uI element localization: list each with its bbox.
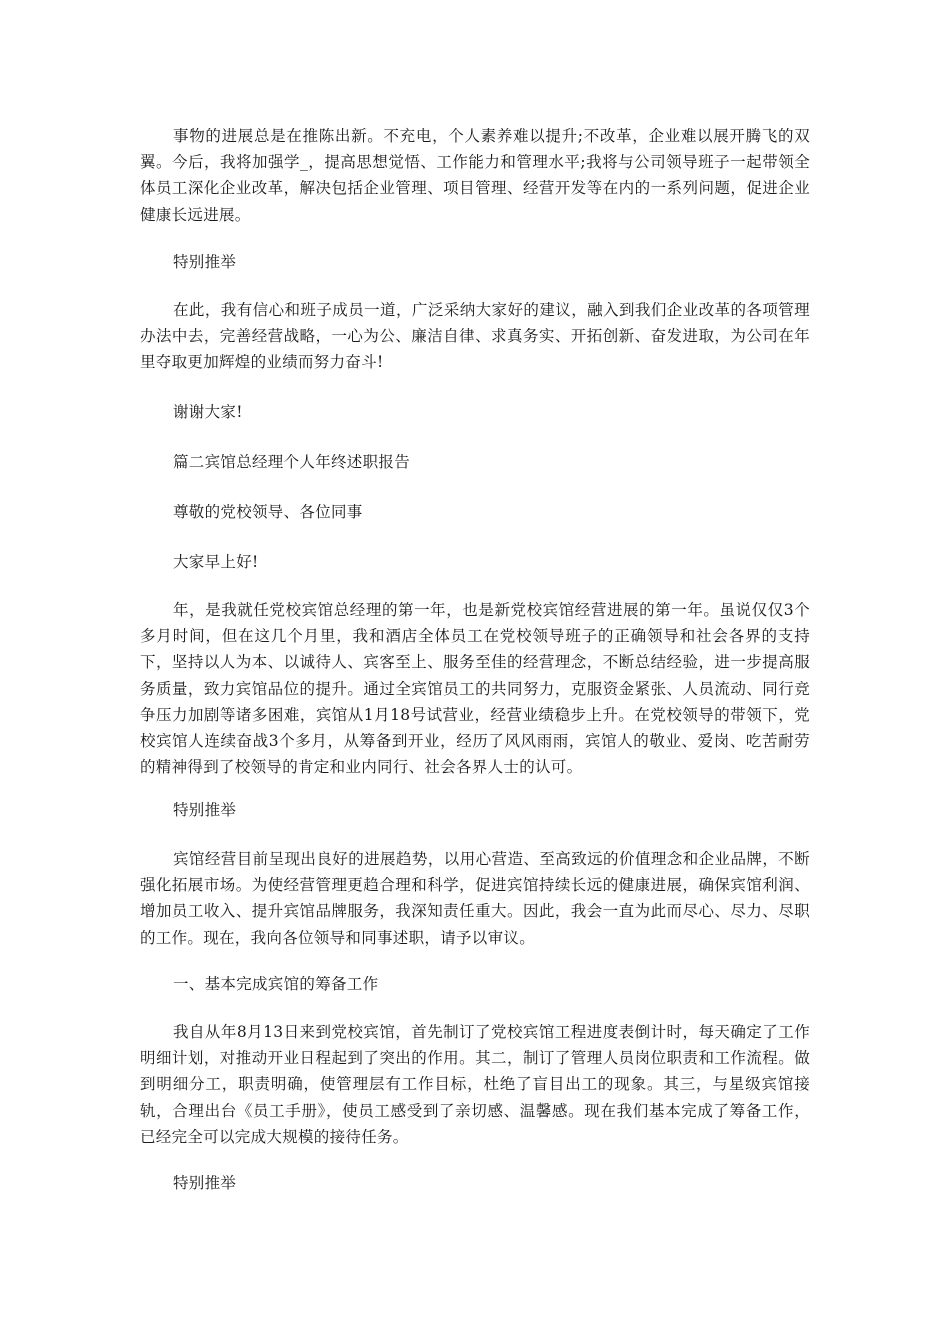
section-label-recommendation: 特别推举 [173, 1174, 237, 1192]
salutation: 尊敬的党校领导、各位同事 [173, 503, 363, 521]
section-label-recommendation: 特别推举 [173, 801, 237, 819]
paragraph-reform-outlook: 事物的进展总是在推陈出新。不充电，个人素养难以提升;不改革，企业难以展开腾飞的双翼。今后，我将加强学_，提高思想觉悟、工作能力和管理水平;我将与公司领导班子一起带领全体员工深化企业改革，解决包括企业管理、项目管理、经营开发等在内的一系列问题，促进企业健康长远进展。 [140, 127, 810, 224]
paragraph-commitment: 在此，我有信心和班子成员一道，广泛采纳大家好的建议，融入到我们企业改革的各项管理办法中去，完善经营战略，一心为公、廉洁自律、求真务实、开拓创新、奋发进取，为公司在年里夺取更加辉煌的业绩而努力奋斗! [140, 301, 810, 372]
closing-thanks: 谢谢大家! [173, 403, 243, 421]
section-label-recommendation: 特别推举 [173, 253, 237, 271]
paragraph-business-trend: 宾馆经营目前呈现出良好的进展趋势，以用心营造、至高致远的价值理念和企业品牌，不断强化拓展市场。为使经营管理更趋合理和科学，促进宾馆持续长远的健康进展，确保宾馆利润、增加员工收入、提升宾馆品牌服务，我深知责任重大。因此，我会一直为此而尽心、尽力、尽职的工作。现在，我向各位领导和同事述职，请予以审议。 [140, 850, 810, 947]
report-title: 篇二宾馆总经理个人年终述职报告 [173, 453, 411, 471]
paragraph-first-year: 年，是我就任党校宾馆总经理的第一年，也是新党校宾馆经营进展的第一年。虽说仅仅3个多月时间，但在这几个月里，我和酒店全体员工在党校领导班子的正确领导和社会各界的支持下，坚持以人为本、以诚待人、宾客至上、服务至佳的经营理念，不断总结经验，进一步提高服务质量，致力宾馆品位的提升。通过全宾馆员工的共同努力，克服资金紧张、人员流动、同行竞争压力加剧等诸多困难，宾馆从1月18号试营业，经营业绩稳步上升。在党校领导的带领下，党校宾馆人连续奋战3个多月，从筹备到开业，经历了风风雨雨，宾馆人的敬业、爱岗、吃苦耐劳的精神得到了校领导的肯定和业内同行、社会各界人士的认可。 [140, 601, 810, 777]
paragraph-preparation-work: 我自从年8月13日来到党校宾馆，首先制订了党校宾馆工程进度表倒计时，每天确定了工作明细计划，对推动开业日程起到了突出的作用。其二，制订了管理人员岗位职责和工作流程。做到明细分工，职责明确，使管理层有工作目标，杜绝了盲目出工的现象。其三，与星级宾馆接轨，合理出台《员工手册》，使员工感受到了亲切感、温馨感。现在我们基本完成了筹备工作，已经完全可以完成大规模的接待任务。 [140, 1023, 810, 1146]
section-heading-preparation: 一、基本完成宾馆的筹备工作 [173, 975, 379, 993]
greeting: 大家早上好! [173, 553, 259, 571]
